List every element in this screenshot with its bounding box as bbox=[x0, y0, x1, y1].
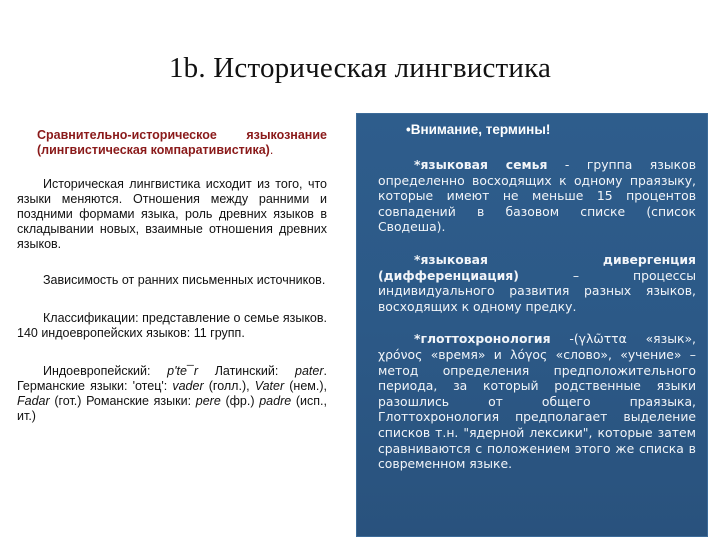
paragraph-classifications: Классификации: представление о семье языков. 140 индоевропейских языков: 11 групп. bbox=[17, 311, 327, 340]
pie-form: p'te¯r bbox=[167, 364, 199, 378]
terms-panel-heading: •Внимание, термины! bbox=[406, 122, 551, 137]
left-text-column bbox=[17, 128, 327, 424]
paragraph-examples: Индоевропейский: p'te¯r Латинский: pater. Германские языки: 'отец': vader (голл.), Vater (нем.), Fadar (гот.) Романские языки: pere (фр.) padre (исп., ит.) bbox=[17, 364, 327, 423]
paragraph-historical-linguistics: Историческая лингвистика исходит из того, что языки меняются. Отношения между ранними и поздними формами языка, роль древних языков в складывании новых, взаимные отношения древних языков. bbox=[17, 177, 327, 251]
left-heading bbox=[17, 128, 327, 158]
terms-panel bbox=[356, 113, 708, 537]
paragraph-written-sources: Зависимость от ранних письменных источников. bbox=[43, 273, 326, 287]
heading-tail: . bbox=[269, 143, 274, 157]
heading-part-1: Сравнительно-историческое языкознание bbox=[37, 128, 327, 142]
term-glottochronology: *глоттохронология -(γλῶττα «язык», χρόνος «время» и λόγος «слово», «учение» – метод определения предположительного периода, за который родственные языки разошлись от общего праязыка, Глоттохронология предполагает выделение списков т.н. "ядерной лексики", которые затем сравниваются с положением этого же списка в современном языке. bbox=[378, 331, 696, 472]
heading-part-2: (лингвистическая компаративистика) bbox=[37, 143, 270, 157]
terms-panel-body bbox=[378, 157, 696, 472]
latin-form: pater bbox=[295, 364, 324, 378]
term-divergence: *языковая дивергенция (дифференциация) – процессы индивидуального развития разных языков, восходящих к одному предку. bbox=[378, 251, 696, 314]
term-language-family: *языковая семья - группа языков определенно восходящих к одному праязыку, которые имеют не меньше 15 процентов совпадений в базовом списке (список Сводеша). bbox=[378, 157, 697, 235]
slide-title: 1b. Историческая лингвистика bbox=[168, 52, 552, 84]
